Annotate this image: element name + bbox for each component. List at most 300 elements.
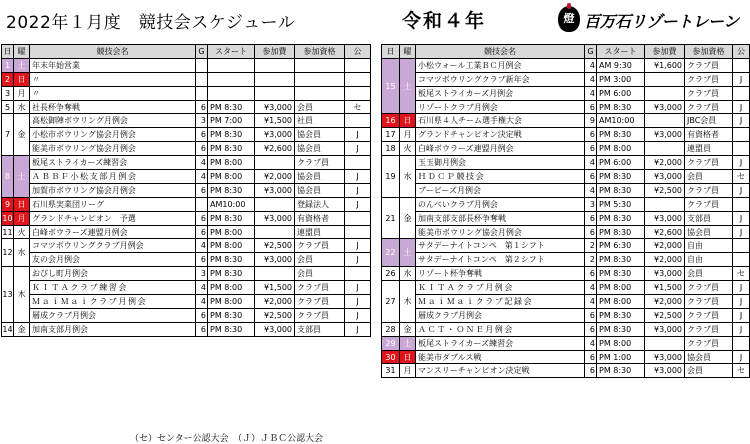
certification-cell [345, 114, 371, 128]
day-cell: 15 [382, 58, 400, 114]
start-time-cell [208, 58, 255, 72]
certification-cell: J [345, 239, 371, 253]
weekday-cell: 金 [400, 322, 416, 336]
day-cell: 5 [2, 100, 14, 114]
qualification-cell: 協会員 [295, 183, 345, 197]
event-name-cell: 能美市ダブルス戦 [416, 350, 585, 364]
day-cell: 18 [382, 142, 400, 156]
weekday-cell: 水 [400, 267, 416, 281]
table-row [2, 239, 371, 253]
weekday-cell: 日 [14, 197, 30, 211]
game-count-cell: 4 [585, 281, 597, 295]
start-time-cell: PM 8:00 [208, 239, 255, 253]
event-name-cell: サタデーナイトコンペ 第１シフト [416, 239, 585, 253]
day-cell: 21 [382, 197, 400, 239]
certification-cell: セ [733, 364, 750, 378]
start-time-cell: PM 6:30 [597, 239, 645, 253]
game-count-cell: 6 [196, 183, 208, 197]
table-row [382, 156, 750, 170]
fee-cell [255, 156, 295, 170]
weekday-cell: 月 [14, 86, 30, 100]
start-time-cell [208, 86, 255, 100]
certification-cell [345, 225, 371, 239]
certification-cell: セ [345, 100, 371, 114]
qualification-cell: クラブ員 [685, 197, 733, 211]
start-time-cell: PM 8:00 [597, 336, 645, 350]
qualification-cell: 協会員 [295, 170, 345, 184]
fee-cell: ¥2,000 [645, 156, 685, 170]
fee-cell: ¥2,000 [645, 253, 685, 267]
column-header-pub: 公 [733, 45, 750, 59]
certification-cell [345, 86, 371, 100]
start-time-cell: PM 8:30 [208, 142, 255, 156]
qualification-cell: 有資格者 [295, 211, 345, 225]
event-name-cell: 玉玉御月例会 [416, 156, 585, 170]
qualification-cell: 連盟員 [295, 225, 345, 239]
table-row [2, 128, 371, 142]
certification-cell [733, 128, 750, 142]
column-header-qual: 参加資格 [295, 45, 345, 59]
weekday-cell: 土 [14, 58, 30, 72]
qualification-cell: 会員 [685, 170, 733, 184]
certification-cell [345, 211, 371, 225]
day-cell: 3 [2, 86, 14, 100]
weekday-cell: 木 [400, 281, 416, 323]
fee-cell: ¥3,000 [645, 100, 685, 114]
fee-cell: ¥3,000 [255, 183, 295, 197]
column-header-fee: 参加費 [255, 45, 295, 59]
fee-cell: ¥2,600 [255, 142, 295, 156]
table-row [2, 100, 371, 114]
start-time-cell: PM 8:30 [597, 364, 645, 378]
start-time-cell: PM 8:00 [208, 170, 255, 184]
start-time-cell: PM 8:00 [208, 156, 255, 170]
game-count-cell: 6 [196, 128, 208, 142]
certification-cell: J [733, 308, 750, 322]
qualification-cell: クラブ員 [295, 295, 345, 309]
fee-cell: ¥3,000 [645, 170, 685, 184]
certification-cell: J [345, 170, 371, 184]
start-time-cell: PM 8:30 [597, 170, 645, 184]
start-time-cell: PM 8:30 [597, 128, 645, 142]
table-row [382, 295, 750, 309]
game-count-cell: 4 [196, 295, 208, 309]
page-header [0, 0, 750, 42]
certification-cell: J [345, 281, 371, 295]
start-time-cell: PM 8:30 [208, 267, 255, 281]
qualification-cell: 有資格者 [685, 128, 733, 142]
logo-mark-icon: 燈 [558, 6, 580, 32]
certification-cell: J [733, 350, 750, 364]
certification-cell: J [733, 225, 750, 239]
event-name-cell: リゾート杯争奪戦 [416, 267, 585, 281]
qualification-cell: 社員 [295, 114, 345, 128]
game-count-cell: 3 [196, 114, 208, 128]
event-name-cell: 層成クラブ月例会 [416, 308, 585, 322]
event-name-cell: 社長杯争奪戦 [30, 100, 196, 114]
event-name-cell: のんべいクラブ月例会 [416, 197, 585, 211]
start-time-cell: PM 8:30 [208, 308, 255, 322]
certification-cell: J [733, 100, 750, 114]
game-count-cell: 3 [196, 267, 208, 281]
game-count-cell: 6 [585, 267, 597, 281]
fee-cell [255, 267, 295, 281]
table-row [382, 350, 750, 364]
table-row [2, 267, 371, 281]
game-count-cell: 4 [196, 281, 208, 295]
game-count-cell: 6 [196, 322, 208, 336]
day-cell: 22 [382, 239, 400, 267]
certification-cell: J [345, 142, 371, 156]
qualification-cell [295, 86, 345, 100]
certification-cell [733, 336, 750, 350]
game-count-cell [196, 58, 208, 72]
event-name-cell: 加南支部月例会 [30, 322, 196, 336]
fee-cell [645, 114, 685, 128]
day-cell: 11 [2, 225, 14, 239]
start-time-cell: PM 8:30 [208, 322, 255, 336]
event-name-cell: ＭａｉＭａｉクラブ月例会 [30, 295, 196, 309]
table-header-row [2, 45, 371, 59]
qualification-cell: クラブ員 [685, 308, 733, 322]
event-name-cell: 能美市ボウリング協会月例会 [416, 225, 585, 239]
weekday-cell: 水 [14, 239, 30, 267]
event-name-cell: 石川県４人チーム選手権大会 [416, 114, 585, 128]
qualification-cell: 協会員 [295, 142, 345, 156]
event-name-cell: 加賀市ボウリング協会月例会 [30, 183, 196, 197]
table-row [382, 183, 750, 197]
event-name-cell: 能美市ボウリング協会月例会 [30, 142, 196, 156]
qualification-cell: 支部員 [295, 322, 345, 336]
event-name-cell: 板尾ストライカーズ月例会 [416, 86, 585, 100]
fee-cell: ¥3,000 [645, 267, 685, 281]
day-cell: 26 [382, 267, 400, 281]
event-name-cell: 白峰ボウラーズ連盟月例会 [416, 142, 585, 156]
certification-cell [733, 253, 750, 267]
fee-cell: ¥2,000 [645, 295, 685, 309]
event-name-cell: コマツボウリングクラブ月例会 [30, 239, 196, 253]
game-count-cell [196, 72, 208, 86]
fee-cell: ¥2,000 [255, 295, 295, 309]
start-time-cell: PM 8:30 [208, 183, 255, 197]
fee-cell [645, 72, 685, 86]
certification-cell: J [733, 322, 750, 336]
table-row [382, 225, 750, 239]
qualification-cell: 連盟員 [685, 142, 733, 156]
certification-cell [733, 86, 750, 100]
game-count-cell: 3 [585, 197, 597, 211]
fee-cell [645, 142, 685, 156]
column-header-pub: 公 [345, 45, 371, 59]
certification-cell: セ [733, 170, 750, 184]
brand-logo [556, 5, 744, 37]
game-count-cell: 6 [196, 211, 208, 225]
table-row [2, 58, 371, 72]
era-label: 令和４年 [402, 10, 487, 32]
game-count-cell [196, 86, 208, 100]
day-cell: 30 [382, 350, 400, 364]
column-header-name: 競技会名 [30, 45, 196, 59]
qualification-cell: 自由 [685, 253, 733, 267]
start-time-cell: PM 8:00 [208, 225, 255, 239]
day-cell: 31 [382, 364, 400, 378]
weekday-cell: 土 [400, 58, 416, 114]
event-name-cell: ＫＩＴＡクラブ練習会 [30, 281, 196, 295]
weekday-cell: 木 [14, 267, 30, 323]
certification-cell: J [733, 114, 750, 128]
column-header-fee: 参加費 [645, 45, 685, 59]
fee-cell: ¥2,000 [255, 170, 295, 184]
qualification-cell: クラブ員 [685, 72, 733, 86]
qualification-cell: クラブ員 [685, 281, 733, 295]
column-header-day: 日 [2, 45, 14, 59]
table-row [2, 253, 371, 267]
game-count-cell: 6 [585, 350, 597, 364]
schedule-table-left [1, 44, 371, 337]
day-cell: 9 [2, 197, 14, 211]
qualification-cell: クラブ員 [685, 183, 733, 197]
legend-footer: （セ）センター公認大会 （Ｊ）ＪＢＣ公認大会 [130, 434, 324, 444]
table-row [2, 322, 371, 336]
game-count-cell: 6 [196, 253, 208, 267]
start-time-cell: PM 8:30 [597, 322, 645, 336]
day-cell: 1 [2, 58, 14, 72]
fee-cell [645, 336, 685, 350]
table-row [2, 211, 371, 225]
table-row [382, 322, 750, 336]
table-row [382, 86, 750, 100]
certification-cell: J [345, 197, 371, 211]
table-row [2, 295, 371, 309]
event-name-cell: 白峰ボウラーズ連盟月例会 [30, 225, 196, 239]
start-time-cell: PM 1:00 [597, 350, 645, 364]
game-count-cell: 4 [585, 183, 597, 197]
weekday-cell: 土 [400, 239, 416, 267]
qualification-cell: 協会員 [685, 350, 733, 364]
column-header-g: G [196, 45, 208, 59]
table-header-row [382, 45, 750, 59]
qualification-cell: クラブ員 [685, 336, 733, 350]
table-row [382, 281, 750, 295]
event-name-cell: 年末年始営業 [30, 58, 196, 72]
event-name-cell: グランドチャンピオン決定戦 [416, 128, 585, 142]
fee-cell [255, 72, 295, 86]
fee-cell: ¥1,600 [645, 58, 685, 72]
start-time-cell [208, 72, 255, 86]
certification-cell: J [733, 281, 750, 295]
game-count-cell [196, 197, 208, 211]
start-time-cell: PM 7:00 [208, 114, 255, 128]
start-time-cell: PM 8:30 [597, 308, 645, 322]
start-time-cell: PM 8:30 [597, 183, 645, 197]
fee-cell: ¥1,500 [255, 114, 295, 128]
start-time-cell: PM 8:00 [208, 281, 255, 295]
game-count-cell: 2 [585, 239, 597, 253]
day-cell: 29 [382, 336, 400, 350]
game-count-cell: 6 [585, 322, 597, 336]
weekday-cell: 金 [400, 197, 416, 239]
qualification-cell: クラブ員 [685, 86, 733, 100]
start-time-cell: PM 8:00 [597, 295, 645, 309]
start-time-cell: PM 8:30 [597, 211, 645, 225]
table-row [2, 142, 371, 156]
event-name-cell: グランドチャンピオン 予選 [30, 211, 196, 225]
start-time-cell: PM 8:30 [208, 253, 255, 267]
certification-cell: J [345, 295, 371, 309]
game-count-cell: 4 [585, 156, 597, 170]
fee-cell: ¥3,000 [255, 253, 295, 267]
weekday-cell: 日 [14, 72, 30, 86]
start-time-cell: PM 6:00 [597, 156, 645, 170]
certification-cell: J [733, 211, 750, 225]
event-name-cell: 高松御陣ボウリング月例会 [30, 114, 196, 128]
qualification-cell: 協会員 [685, 225, 733, 239]
event-name-cell: サタデーナイトコンペ 第２シフト [416, 253, 585, 267]
event-name-cell: 小松市ボウリング協会月例会 [30, 128, 196, 142]
fee-cell: ¥3,000 [645, 211, 685, 225]
start-time-cell: PM 8:00 [597, 142, 645, 156]
certification-cell: J [345, 128, 371, 142]
day-cell: 19 [382, 156, 400, 198]
day-cell: 16 [382, 114, 400, 128]
page-title: 2022年１月度 競技会スケジュール [6, 13, 296, 33]
start-time-cell: PM 5:30 [597, 197, 645, 211]
qualification-cell: 自由 [685, 239, 733, 253]
qualification-cell: クラブ員 [685, 295, 733, 309]
weekday-cell: 水 [14, 100, 30, 114]
qualification-cell: クラブ員 [685, 100, 733, 114]
event-name-cell: 友の会月例会 [30, 253, 196, 267]
qualification-cell: 会員 [685, 267, 733, 281]
certification-cell: J [345, 183, 371, 197]
table-row [382, 253, 750, 267]
start-time-cell: PM 8:30 [208, 211, 255, 225]
qualification-cell: JBC会員 [685, 114, 733, 128]
weekday-cell: 日 [400, 350, 416, 364]
table-row [382, 114, 750, 128]
qualification-cell [295, 58, 345, 72]
certification-cell [345, 58, 371, 72]
event-name-cell: 石川県実業団リーグ [30, 197, 196, 211]
qualification-cell: クラブ員 [685, 156, 733, 170]
day-cell: 8 [2, 156, 14, 198]
event-name-cell: ＫＩＴＡクラブ月例会 [416, 281, 585, 295]
certification-cell [345, 267, 371, 281]
certification-cell: J [345, 253, 371, 267]
certification-cell [345, 156, 371, 170]
game-count-cell: 6 [585, 128, 597, 142]
qualification-cell: 会員 [295, 253, 345, 267]
start-time-cell: PM 8:30 [208, 128, 255, 142]
event-name-cell: 層成クラブ月例会 [30, 308, 196, 322]
event-name-cell: マンスリーチャンピオン決定戦 [416, 364, 585, 378]
certification-cell: J [345, 308, 371, 322]
fee-cell [255, 58, 295, 72]
schedule-table-right [381, 44, 750, 378]
game-count-cell: 4 [196, 156, 208, 170]
weekday-cell: 月 [400, 128, 416, 142]
certification-cell: J [733, 156, 750, 170]
game-count-cell: 4 [585, 336, 597, 350]
day-cell: 2 [2, 72, 14, 86]
certification-cell [345, 72, 371, 86]
certification-cell [733, 239, 750, 253]
table-row [382, 142, 750, 156]
fee-cell [645, 197, 685, 211]
game-count-cell: 6 [585, 225, 597, 239]
fee-cell: ¥2,500 [645, 308, 685, 322]
certification-cell: J [345, 322, 371, 336]
table-row [382, 364, 750, 378]
table-row [382, 170, 750, 184]
qualification-cell: クラブ員 [685, 322, 733, 336]
event-name-cell: ＡＢＢＦ小松支部月例会 [30, 170, 196, 184]
column-header-g: G [585, 45, 597, 59]
fee-cell [255, 86, 295, 100]
day-cell: 12 [2, 239, 14, 267]
start-time-cell: PM 8:00 [208, 295, 255, 309]
event-name-cell: 板尾ストライカーズ練習会 [416, 336, 585, 350]
fee-cell: ¥3,000 [255, 322, 295, 336]
start-time-cell: PM 8:30 [597, 267, 645, 281]
fee-cell: ¥3,000 [255, 128, 295, 142]
game-count-cell: 6 [585, 211, 597, 225]
weekday-cell: 金 [14, 114, 30, 156]
weekday-cell: 金 [14, 322, 30, 336]
fee-cell: ¥2,500 [255, 308, 295, 322]
certification-cell [733, 58, 750, 72]
event-name-cell: ＭａｉＭａｉクラブ記録会 [416, 295, 585, 309]
qualification-cell: 協会員 [295, 128, 345, 142]
table-row [382, 128, 750, 142]
start-time-cell: PM 8:00 [597, 281, 645, 295]
game-count-cell: 4 [585, 295, 597, 309]
event-name-cell: リゾートクラブ月例会 [416, 100, 585, 114]
fee-cell: ¥1,500 [255, 281, 295, 295]
column-header-dow: 曜 [400, 45, 416, 59]
fee-cell: ¥3,000 [255, 100, 295, 114]
start-time-cell: AM 9:30 [597, 58, 645, 72]
certification-cell: J [733, 183, 750, 197]
qualification-cell: クラブ員 [295, 156, 345, 170]
table-row [2, 156, 371, 170]
game-count-cell: 4 [585, 86, 597, 100]
fee-cell [255, 197, 295, 211]
weekday-cell: 日 [400, 114, 416, 128]
fee-cell: ¥3,000 [645, 322, 685, 336]
table-row [2, 225, 371, 239]
fee-cell: ¥2,500 [255, 239, 295, 253]
table-row [2, 86, 371, 100]
certification-cell: セ [733, 267, 750, 281]
game-count-cell: 4 [196, 170, 208, 184]
column-header-start: スタート [208, 45, 255, 59]
game-count-cell: 4 [585, 58, 597, 72]
start-time-cell: PM 8:30 [208, 100, 255, 114]
fee-cell: ¥3,000 [645, 364, 685, 378]
weekday-cell: 土 [14, 156, 30, 198]
table-row [382, 239, 750, 253]
fee-cell: ¥1,500 [645, 281, 685, 295]
start-time-cell: PM 8:30 [597, 225, 645, 239]
table-row [2, 170, 371, 184]
game-count-cell: 6 [196, 225, 208, 239]
event-name-cell: おぴし町月例会 [30, 267, 196, 281]
game-count-cell: 6 [585, 100, 597, 114]
weekday-cell: 火 [400, 142, 416, 156]
event-name-cell: ＡＣＴ・ＯＮＥ月例会 [416, 322, 585, 336]
table-row [382, 308, 750, 322]
